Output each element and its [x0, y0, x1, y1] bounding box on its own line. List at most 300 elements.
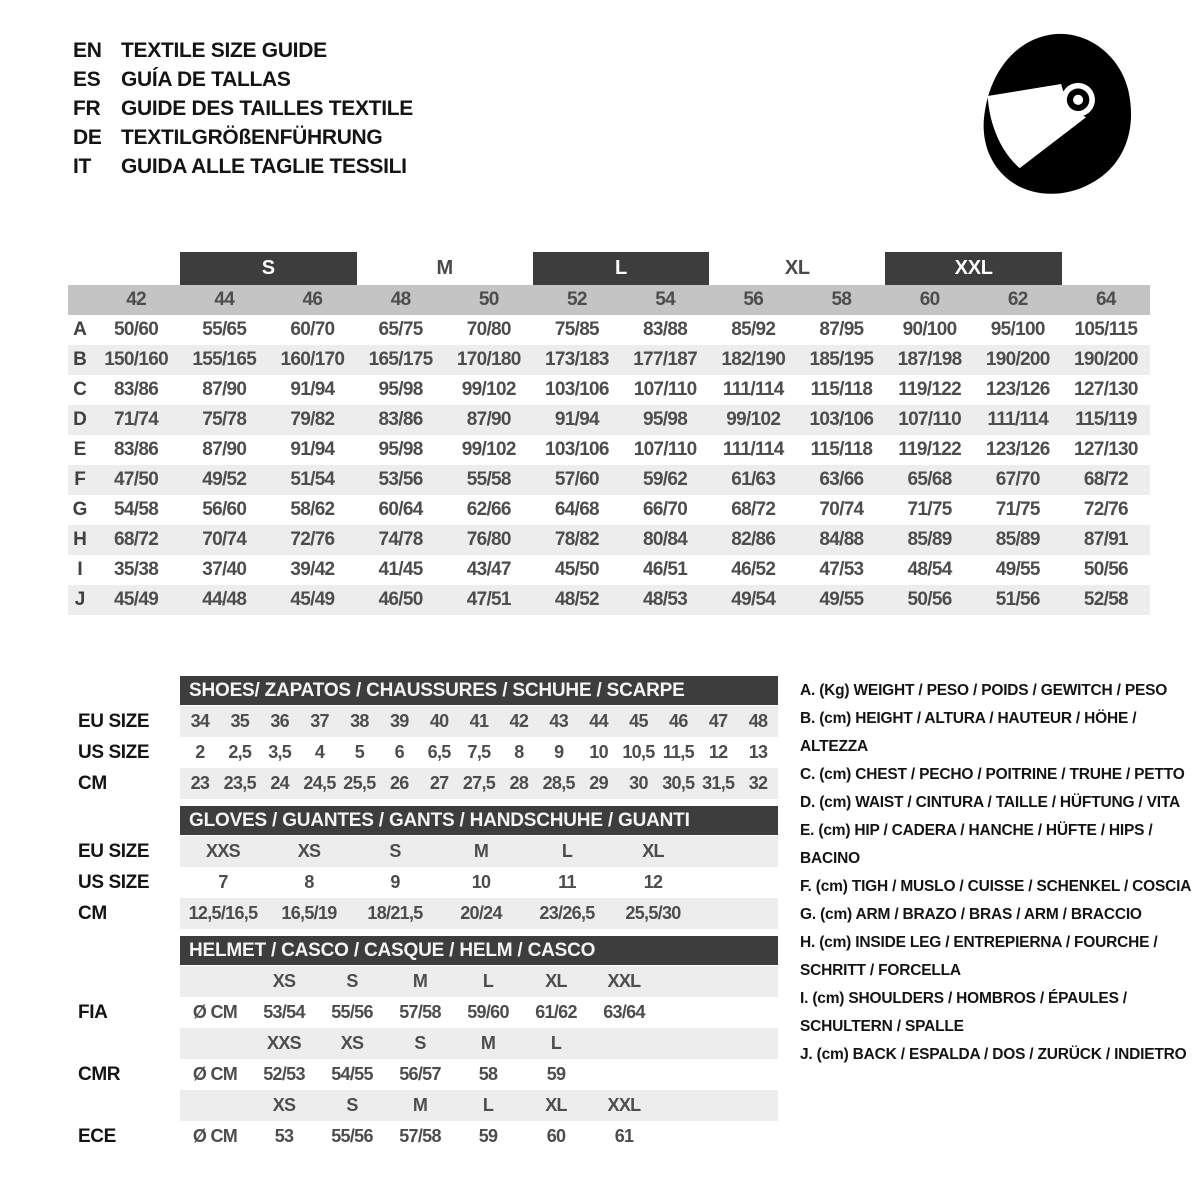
row-values — [180, 1028, 778, 1059]
shoes-table-title: SHOES/ ZAPATOS / CHAUSSURES / SCHUHE / SCARPE — [180, 676, 778, 705]
cell-h-46: 72/76 — [290, 529, 335, 550]
shoes-row-cm — [68, 768, 778, 799]
guide-title: GUÍA DE TALLAS — [121, 68, 291, 91]
cell-h-62: 85/89 — [995, 529, 1040, 550]
column-header-42: 42 — [126, 289, 146, 310]
size-cell: 30,5 — [662, 773, 695, 793]
cell-i-54: 46/51 — [643, 559, 688, 580]
gloves-row-eu-size — [68, 836, 778, 867]
size-cell: 23 — [190, 773, 210, 793]
helmet-value-row-fia — [68, 997, 778, 1028]
row-header — [68, 1090, 180, 1121]
size-cell: 44 — [589, 711, 608, 731]
size-cell: 35 — [230, 711, 250, 731]
cell-c-64: 127/130 — [1074, 379, 1138, 400]
row-values — [180, 1090, 778, 1121]
standard-label-ece: ECE — [78, 1125, 116, 1147]
column-header-62: 62 — [1007, 289, 1028, 310]
size-label-m: M — [480, 1033, 496, 1053]
shoes-header-row — [68, 676, 778, 705]
cell-c-48: 95/98 — [378, 379, 423, 400]
language-code: ES — [73, 68, 101, 91]
size-cell: 27 — [429, 773, 449, 793]
size-cell: 25,5/30 — [625, 903, 681, 923]
cell-f-64: 68/72 — [1083, 469, 1128, 490]
cell-b-58: 185/195 — [809, 349, 874, 370]
size-cell: 18/21,5 — [367, 903, 423, 923]
size-cell: 61 — [614, 1126, 634, 1146]
shoes-row-us-size — [68, 737, 778, 768]
size-cell: 10 — [589, 742, 608, 762]
cell-a-58: 87/95 — [819, 319, 864, 340]
size-cell: 16,5/19 — [281, 903, 337, 923]
cell-a-46: 60/70 — [290, 319, 335, 340]
size-label-xs: XS — [272, 971, 296, 991]
shoes-row-eu-size — [68, 706, 778, 737]
size-cell: L — [561, 841, 573, 861]
legend-item-f: F. (cm) TIGH / MUSLO / CUISSE / SCHENKEL / COSCIA — [800, 878, 1192, 895]
row-header — [68, 1028, 180, 1059]
cell-h-42: 68/72 — [114, 529, 159, 550]
size-group-xxl: XXL — [885, 252, 1061, 285]
language-row-fr — [73, 94, 413, 123]
cell-e-58: 115/118 — [810, 439, 873, 460]
size-cell: 7 — [218, 872, 228, 892]
size-label-l: L — [482, 1095, 494, 1115]
cell-e-62: 123/126 — [985, 439, 1050, 460]
band-spacer — [68, 285, 92, 315]
cell-g-52: 64/68 — [554, 499, 599, 520]
cell-e-42: 83/86 — [114, 439, 159, 460]
helmet-table — [68, 936, 778, 1152]
helmet-value-row-ece — [68, 1121, 778, 1152]
row-values — [180, 997, 778, 1028]
standard-label-cmr: CMR — [78, 1063, 121, 1085]
cell-b-44: 155/165 — [192, 349, 257, 370]
size-label-s: S — [346, 1095, 358, 1115]
size-group-m: M — [436, 257, 453, 279]
size-label-l: L — [482, 971, 494, 991]
cell-a-60: 90/100 — [902, 319, 957, 340]
row-values — [180, 836, 778, 867]
cell-d-46: 79/82 — [290, 409, 335, 430]
cell-e-56: 111/114 — [722, 439, 784, 460]
row-header — [68, 966, 180, 997]
cell-c-42: 83/86 — [114, 379, 159, 400]
shoes-rows — [68, 706, 778, 799]
row-label: J — [74, 589, 86, 610]
size-cell: 45 — [629, 711, 648, 731]
size-cell: 52/53 — [263, 1064, 305, 1084]
size-cell: 43 — [549, 711, 569, 731]
size-cell: 24,5 — [303, 773, 336, 793]
row-label: B — [73, 349, 87, 370]
textile-size-table — [68, 252, 1150, 615]
cell-h-58: 84/88 — [819, 529, 864, 550]
size-cell: 63/64 — [603, 1002, 645, 1022]
column-header-50: 50 — [478, 289, 499, 310]
cell-f-44: 49/52 — [202, 469, 247, 490]
size-label-xs: XS — [340, 1033, 364, 1053]
cell-b-60: 187/198 — [897, 349, 962, 370]
shoes-table — [68, 676, 778, 799]
size-cell: 54/55 — [331, 1064, 373, 1084]
column-header-44: 44 — [214, 289, 235, 310]
size-cell: 55/56 — [331, 1126, 373, 1146]
cell-j-52: 48/52 — [554, 589, 599, 610]
cell-g-54: 66/70 — [643, 499, 688, 520]
column-header-52: 52 — [567, 289, 587, 310]
cell-d-48: 83/86 — [378, 409, 423, 430]
racing-helmet-icon — [962, 24, 1142, 204]
size-cell: 36 — [270, 711, 289, 731]
size-cell: 26 — [389, 773, 409, 793]
cell-i-46: 39/42 — [290, 559, 335, 580]
cell-h-52: 78/82 — [554, 529, 599, 550]
cell-g-42: 54/58 — [114, 499, 159, 520]
size-cell: 29 — [589, 773, 608, 793]
size-cell: 8 — [514, 742, 524, 762]
size-cell: 56/57 — [399, 1064, 441, 1084]
cell-a-64: 105/115 — [1074, 319, 1138, 340]
size-cell: 5 — [354, 742, 365, 762]
cell-h-50: 76/80 — [466, 529, 511, 550]
column-header-56: 56 — [743, 289, 764, 310]
cell-j-58: 49/55 — [819, 589, 864, 610]
size-cell: XXS — [206, 841, 240, 861]
language-row-es — [73, 65, 413, 94]
measure-row-i — [68, 555, 1150, 585]
cell-f-56: 61/63 — [731, 469, 776, 490]
language-code: IT — [73, 155, 92, 178]
cell-c-56: 111/114 — [722, 379, 784, 400]
row-label: C — [73, 379, 87, 400]
gloves-rows — [68, 836, 778, 929]
cell-i-60: 48/54 — [907, 559, 952, 580]
size-cell: 47 — [708, 711, 728, 731]
row-header: EU SIZE — [78, 840, 150, 862]
size-label-xxl: XXL — [607, 971, 641, 991]
cell-g-62: 71/75 — [995, 499, 1040, 520]
size-cell: 37 — [310, 711, 329, 731]
row-header: CM — [78, 902, 107, 924]
size-cell: 8 — [304, 872, 314, 892]
cell-h-44: 70/74 — [202, 529, 247, 550]
cell-f-48: 53/56 — [378, 469, 423, 490]
diameter-label: Ø CM — [192, 1126, 238, 1146]
row-header: US SIZE — [78, 871, 150, 893]
helmet-header-row — [68, 936, 778, 965]
legend-item-d: D. (cm) WAIST / CINTURA / TAILLE / HÜFTUNG / VITA — [800, 794, 1180, 811]
guide-title: TEXTILE SIZE GUIDE — [121, 39, 327, 62]
cell-a-48: 65/75 — [378, 319, 423, 340]
language-title-list — [73, 36, 413, 181]
size-cell: 4 — [314, 742, 325, 762]
cell-c-52: 103/106 — [545, 379, 609, 400]
cell-c-50: 99/102 — [461, 379, 516, 400]
language-row-it — [73, 152, 413, 181]
row-label: A — [73, 319, 87, 340]
cell-b-64: 190/200 — [1074, 349, 1138, 370]
size-cell: XL — [642, 841, 664, 861]
cell-d-60: 107/110 — [898, 409, 961, 430]
cell-i-52: 45/50 — [554, 559, 599, 580]
legend-item-e: E. (cm) HIP / CADERA / HANCHE / HÜFTE / HIPS / BACINO — [800, 822, 1153, 867]
cell-a-56: 85/92 — [731, 319, 776, 340]
size-cell: 53/54 — [263, 1002, 305, 1022]
language-code: DE — [73, 126, 102, 149]
size-cell: 60 — [546, 1126, 566, 1146]
cell-j-62: 51/56 — [995, 589, 1040, 610]
cell-i-42: 35/38 — [114, 559, 159, 580]
size-cell: 7,5 — [467, 742, 491, 762]
cell-a-52: 75/85 — [554, 319, 599, 340]
size-cell: 57/58 — [399, 1002, 441, 1022]
spacer — [68, 806, 180, 835]
cell-a-44: 55/65 — [202, 319, 247, 340]
size-group-l: L — [533, 252, 709, 285]
legend-item-a: A. (Kg) WEIGHT / PESO / POIDS / GEWITCH / PESO — [800, 682, 1168, 699]
language-code: EN — [73, 39, 102, 62]
size-cell: 53 — [274, 1126, 294, 1146]
size-cell: 31,5 — [702, 773, 735, 793]
cell-i-64: 50/56 — [1083, 559, 1128, 580]
cell-c-44: 87/90 — [202, 379, 247, 400]
size-label-xs: XS — [272, 1095, 296, 1115]
cell-f-52: 57/60 — [554, 469, 599, 490]
size-label-m: M — [412, 971, 428, 991]
size-cell: 59/60 — [467, 1002, 509, 1022]
cell-b-54: 177/187 — [633, 349, 697, 370]
cell-f-42: 47/50 — [114, 469, 159, 490]
cell-f-50: 55/58 — [466, 469, 511, 490]
row-label: D — [73, 409, 87, 430]
size-cell: 57/58 — [399, 1126, 441, 1146]
size-cell: 25,5 — [343, 773, 376, 793]
measure-row-b — [68, 345, 1150, 375]
size-group-xl: XL — [784, 257, 810, 279]
measure-row-e — [68, 435, 1150, 465]
gloves-table-title: GLOVES / GUANTES / GANTS / HANDSCHUHE / GUANTI — [180, 806, 778, 835]
row-label: H — [73, 529, 87, 550]
cell-h-64: 87/91 — [1083, 529, 1128, 550]
cell-f-62: 67/70 — [995, 469, 1040, 490]
cell-f-58: 63/66 — [819, 469, 864, 490]
size-cell: 30 — [629, 773, 648, 793]
guide-title: TEXTILGRÖßENFÜHRUNG — [121, 126, 383, 149]
size-cell: 55/56 — [331, 1002, 373, 1022]
cell-b-42: 150/160 — [104, 349, 168, 370]
cell-j-64: 52/58 — [1083, 589, 1128, 610]
cell-j-54: 48/53 — [643, 589, 688, 610]
size-label-s: S — [414, 1033, 426, 1053]
diameter-label: Ø CM — [192, 1064, 238, 1084]
size-cell: 12 — [708, 742, 728, 762]
size-cell: 3,5 — [268, 742, 292, 762]
cell-j-60: 50/56 — [907, 589, 952, 610]
size-cell: 41 — [469, 711, 489, 731]
size-cell: 23/26,5 — [539, 903, 595, 923]
cell-d-58: 103/106 — [809, 409, 874, 430]
size-cell: 6 — [394, 742, 404, 762]
row-values — [180, 867, 778, 898]
size-cell: 59 — [478, 1126, 498, 1146]
size-label-xl: XL — [545, 971, 567, 991]
diameter-spacer — [180, 1028, 250, 1059]
row-label: F — [74, 469, 86, 490]
size-cell: 27,5 — [462, 773, 496, 793]
size-cell: 23,5 — [223, 773, 256, 793]
cell-a-62: 95/100 — [990, 319, 1045, 340]
diameter-spacer — [180, 966, 250, 997]
helmet-table-title: HELMET / CASCO / CASQUE / HELM / CASCO — [180, 936, 778, 965]
size-group-row — [68, 252, 1150, 285]
cell-h-48: 74/78 — [378, 529, 423, 550]
cell-d-64: 115/119 — [1075, 409, 1137, 430]
cell-g-60: 71/75 — [907, 499, 952, 520]
cell-f-46: 51/54 — [290, 469, 335, 490]
size-cell: S — [389, 841, 401, 861]
row-values — [180, 1059, 778, 1090]
measure-row-j — [68, 585, 1150, 615]
cell-g-44: 56/60 — [202, 499, 247, 520]
measure-row-g — [68, 495, 1150, 525]
size-label-m: M — [412, 1095, 428, 1115]
row-values — [180, 768, 778, 799]
cell-e-48: 95/98 — [378, 439, 423, 460]
cell-d-56: 99/102 — [726, 409, 781, 430]
row-values — [180, 898, 778, 929]
size-cell: 10 — [471, 872, 491, 892]
row-header: EU SIZE — [78, 710, 150, 732]
measure-rows — [68, 315, 1150, 615]
legend-item-g: G. (cm) ARM / BRAZO / BRAS / ARM / BRACCIO — [800, 906, 1142, 923]
size-cell: 28,5 — [542, 773, 575, 793]
row-header: US SIZE — [78, 741, 150, 763]
cell-g-50: 62/66 — [466, 499, 511, 520]
spacer — [68, 676, 180, 705]
cell-i-44: 37/40 — [202, 559, 247, 580]
diameter-label: Ø CM — [192, 1002, 238, 1022]
legend-item-c: C. (cm) CHEST / PECHO / POITRINE / TRUHE / PETTO — [800, 766, 1185, 783]
measure-row-c — [68, 375, 1150, 405]
cell-b-46: 160/170 — [280, 349, 345, 370]
cell-b-56: 182/190 — [721, 349, 786, 370]
cell-d-42: 71/74 — [114, 409, 159, 430]
cell-i-48: 41/45 — [378, 559, 423, 580]
cell-i-56: 46/52 — [731, 559, 776, 580]
helmet-size-row-cmr — [68, 1028, 778, 1059]
cell-d-52: 91/94 — [554, 409, 599, 430]
legend-item-j: J. (cm) BACK / ESPALDA / DOS / ZURÜCK / INDIETRO — [800, 1046, 1187, 1063]
size-cell: 9 — [554, 742, 564, 762]
language-row-en — [73, 36, 413, 65]
column-header-64: 64 — [1096, 289, 1116, 310]
row-label: G — [72, 499, 88, 520]
cell-d-54: 95/98 — [643, 409, 688, 430]
cell-c-54: 107/110 — [633, 379, 697, 400]
measure-row-a — [68, 315, 1150, 345]
size-cell: 12 — [643, 872, 663, 892]
size-cell: 40 — [429, 711, 449, 731]
measure-row-h — [68, 525, 1150, 555]
legend-item-b: B. (cm) HEIGHT / ALTURA / HAUTEUR / HÖHE / ALTEZZA — [800, 710, 1137, 755]
row-header: CM — [78, 772, 107, 794]
size-cell: 12,5/16,5 — [188, 903, 258, 923]
cell-c-60: 119/122 — [898, 379, 961, 400]
size-cell: 61/62 — [535, 1002, 577, 1022]
measure-row-d — [68, 405, 1150, 435]
row-values — [180, 966, 778, 997]
row-values — [180, 706, 778, 737]
cell-j-42: 45/49 — [114, 589, 159, 610]
language-code: FR — [73, 97, 101, 120]
row-values — [180, 737, 778, 768]
size-cell: 32 — [748, 773, 768, 793]
measure-row-f — [68, 465, 1150, 495]
cell-i-50: 43/47 — [466, 559, 511, 580]
cell-f-54: 59/62 — [643, 469, 688, 490]
gloves-row-cm — [68, 898, 778, 929]
cell-h-60: 85/89 — [907, 529, 952, 550]
cell-d-50: 87/90 — [466, 409, 511, 430]
row-label: E — [73, 439, 87, 460]
size-cell: 28 — [509, 773, 529, 793]
cell-e-54: 107/110 — [633, 439, 697, 460]
cell-a-50: 70/80 — [466, 319, 511, 340]
cell-g-46: 58/62 — [290, 499, 335, 520]
gloves-table — [68, 806, 778, 929]
gloves-header-row — [68, 806, 778, 835]
size-cell: 11,5 — [662, 742, 694, 762]
cell-e-50: 99/102 — [461, 439, 516, 460]
measurement-legend — [800, 677, 1198, 1069]
helmet-size-row-ece — [68, 1090, 778, 1121]
size-cell: 58 — [478, 1064, 498, 1084]
legend-item-i: I. (cm) SHOULDERS / HOMBROS / ÉPAULES / SCHULTERN / SPALLE — [800, 990, 1127, 1035]
cell-d-44: 75/78 — [202, 409, 247, 430]
column-header-58: 58 — [831, 289, 852, 310]
language-row-de — [73, 123, 413, 152]
cell-e-64: 127/130 — [1074, 439, 1138, 460]
column-header-46: 46 — [302, 289, 323, 310]
cell-d-62: 111/114 — [987, 409, 1049, 430]
cell-b-48: 165/175 — [368, 349, 433, 370]
size-label-s: S — [346, 971, 358, 991]
guide-title: GUIDE DES TAILLES TEXTILE — [121, 97, 413, 120]
size-label-xxs: XXS — [267, 1033, 301, 1053]
cell-a-54: 83/88 — [643, 319, 688, 340]
size-cell: 10,5 — [622, 742, 655, 762]
cell-f-60: 65/68 — [907, 469, 952, 490]
size-cell: 20/24 — [460, 903, 502, 923]
column-header-60: 60 — [919, 289, 940, 310]
size-cell: M — [473, 841, 489, 861]
cell-h-54: 80/84 — [643, 529, 688, 550]
size-cell: 13 — [748, 742, 768, 762]
cell-c-62: 123/126 — [985, 379, 1050, 400]
cell-b-50: 170/180 — [456, 349, 521, 370]
cell-g-48: 60/64 — [378, 499, 423, 520]
numeric-size-band — [68, 285, 1150, 315]
column-header-54: 54 — [655, 289, 675, 310]
cell-c-58: 115/118 — [810, 379, 873, 400]
cell-j-46: 45/49 — [290, 589, 335, 610]
diameter-spacer — [180, 1090, 250, 1121]
cell-i-62: 49/55 — [995, 559, 1040, 580]
size-label-xl: XL — [545, 1095, 567, 1115]
cell-j-56: 49/54 — [731, 589, 776, 610]
